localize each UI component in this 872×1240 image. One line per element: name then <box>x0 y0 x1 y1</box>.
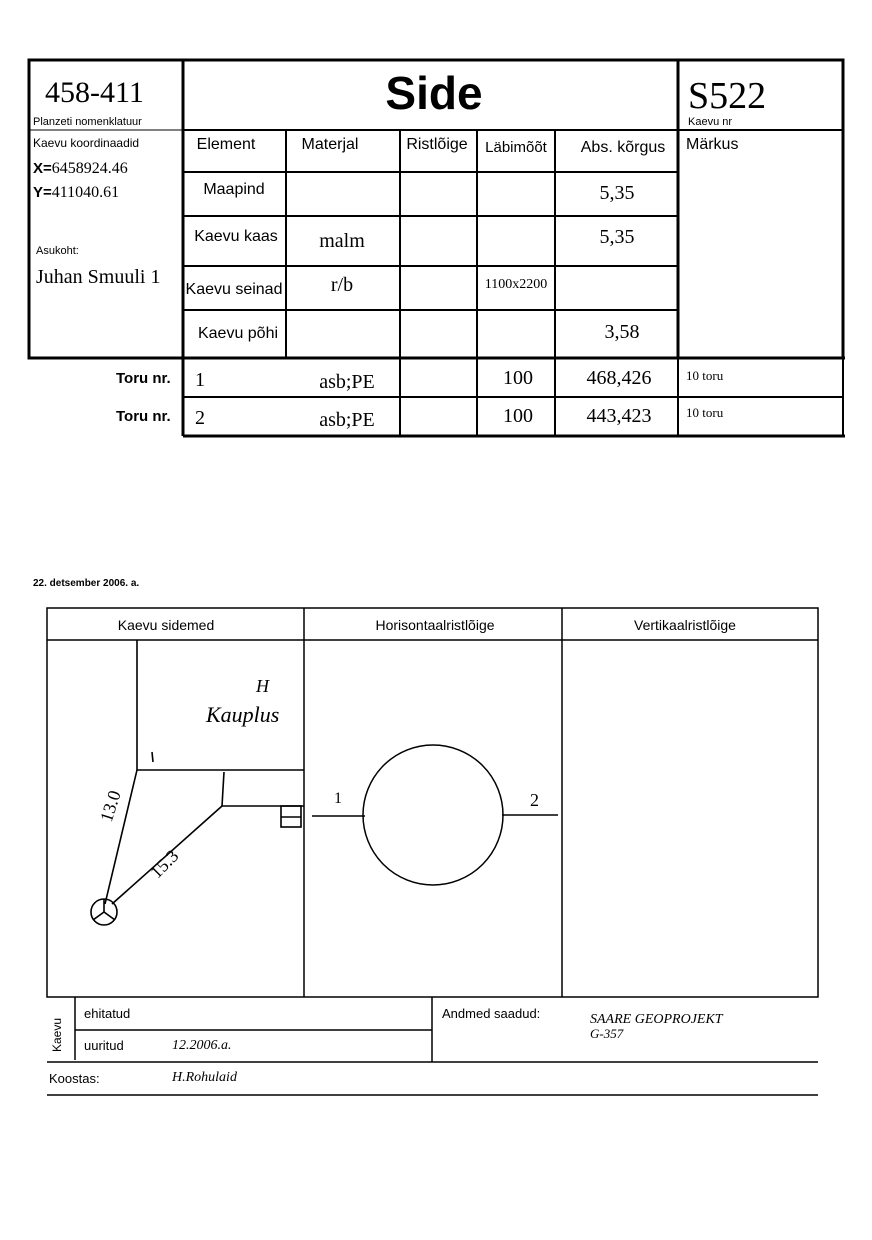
document-date: 22. detsember 2006. a. <box>33 578 140 589</box>
coordinates-label: Kaevu koordinaadid <box>33 136 140 150</box>
header-section: Ristlõige <box>406 136 468 153</box>
surveyed-value: 12.2006.a. <box>172 1038 232 1053</box>
pipe-height: 468,426 <box>586 367 652 389</box>
nomenclature-label: Planzeti nomenklatuur <box>33 116 142 128</box>
pipe-number: 1 <box>195 369 205 391</box>
row-height: 5,35 <box>599 182 635 204</box>
row-material: r/b <box>330 274 354 296</box>
author-label: Koostas: <box>49 1071 100 1086</box>
row-element: Maapind <box>203 181 265 198</box>
drawing-header-horizontal: Horisontaalristlõige <box>375 617 495 633</box>
pipe-diameter: 100 <box>503 405 533 427</box>
header-diameter: Läbimõõt <box>485 139 547 156</box>
connection-sketch <box>91 640 304 925</box>
x-value: 6458924.46 <box>51 160 128 177</box>
header-element: Element <box>196 136 256 153</box>
header-remarks: Märkus <box>686 136 739 153</box>
y-label: Y= <box>33 184 52 201</box>
surveyed-label: uuritud <box>84 1038 124 1053</box>
pipe-note: 10 toru <box>686 368 724 383</box>
well-number-label: Kaevu nr <box>688 116 733 128</box>
sketch-building-label: Kauplus <box>206 702 280 727</box>
sketch-distance-1: 13.0 <box>96 788 125 825</box>
pipe-material: asb;PE <box>319 371 375 393</box>
row-height: 3,58 <box>604 321 640 343</box>
well-number-value: S522 <box>688 75 767 117</box>
header-material: Materjal <box>301 136 359 153</box>
y-value: 411040.61 <box>51 184 120 201</box>
section-pipe-2-label: 2 <box>530 790 539 810</box>
sketch-distance-2: 15.3 <box>146 845 183 883</box>
location-value: Juhan Smuuli 1 <box>36 266 161 288</box>
x-label: X= <box>33 160 52 177</box>
pipe-number: 2 <box>195 407 205 429</box>
data-source-code: G-357 <box>590 1026 624 1041</box>
pipe-note: 10 toru <box>686 405 724 420</box>
data-source-label: Andmed saadud: <box>442 1006 541 1021</box>
y-coordinate <box>33 184 119 202</box>
row-material: malm <box>319 230 365 252</box>
pipe-height: 443,423 <box>586 405 652 427</box>
nomenclature-value: 458-411 <box>45 76 144 109</box>
footer-side-label: Kaevu <box>50 1017 64 1052</box>
author-value: H.Rohulaid <box>172 1070 237 1085</box>
page-title: Side <box>385 67 483 119</box>
drawing-header-vertical: Vertikaalristlõige <box>634 617 736 633</box>
data-source-value: SAARE GEOPROJEKT <box>590 1012 723 1027</box>
pipe-diameter: 100 <box>503 367 533 389</box>
sketch-mark-label: H <box>256 676 269 696</box>
pipe-label: Toru nr. <box>116 370 171 387</box>
horizontal-section-drawing <box>312 745 558 885</box>
x-coordinate <box>33 160 128 178</box>
section-pipe-1-label: 1 <box>334 790 342 807</box>
location-label: Asukoht: <box>36 245 79 257</box>
built-label: ehitatud <box>84 1006 131 1021</box>
row-element: Kaevu põhi <box>197 325 279 342</box>
row-diameter: 1100x2200 <box>484 277 548 292</box>
pipe-label: Toru nr. <box>116 408 171 425</box>
row-element: Kaevu kaas <box>194 228 278 245</box>
row-element: Kaevu seinad <box>185 281 283 298</box>
header-abs-height: Abs. kõrgus <box>580 139 666 156</box>
pipe-material: asb;PE <box>319 409 375 431</box>
drawing-header-connections: Kaevu sidemed <box>117 617 215 633</box>
row-height: 5,35 <box>599 226 635 248</box>
